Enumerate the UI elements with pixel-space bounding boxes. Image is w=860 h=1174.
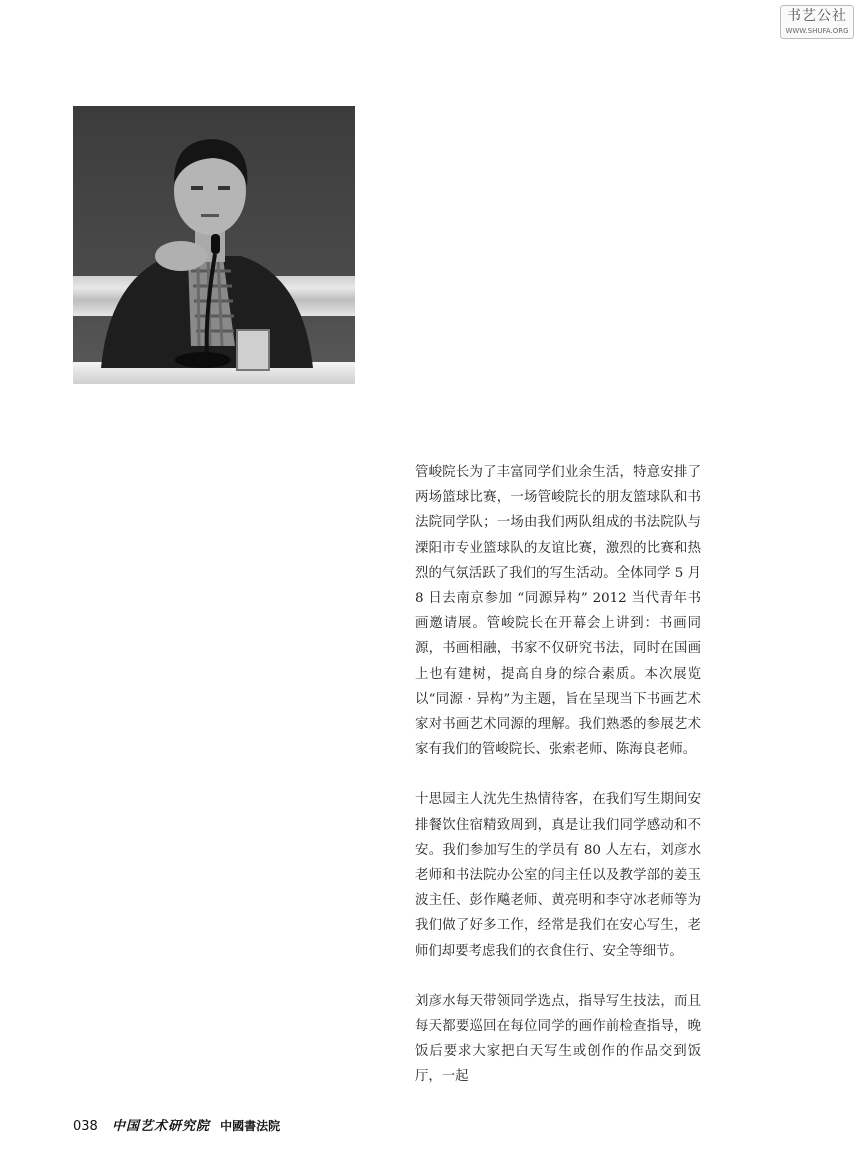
page-number: 038 — [73, 1119, 98, 1134]
page-footer — [73, 1115, 280, 1134]
speaker-photo — [73, 106, 355, 384]
article-body — [415, 460, 701, 1090]
photo-figure — [73, 106, 355, 384]
watermark-text: 书艺公社 — [787, 8, 847, 24]
paragraph-3: 刘彦水每天带领同学选点，指导写生技法，而且每天都要巡回在每位同学的画作前检查指导，晚饭后要求大家把白天写生或创作的作品交到饭厅，一起 — [415, 993, 701, 1085]
paragraph-1: 管峻院长为了丰富同学们业余生活，特意安排了两场篮球比赛，一场管峻院长的朋友篮球队和书法院同学队；一场由我们两队组成的书法院队与溧阳市专业篮球队的友谊比赛，激烈的比赛和热烈的气氛活跃了我们的写生活动。全体同学 5 月 8 日去南京参加 “同源异构” 2012 当代青年书画邀请展。管峻院长在开幕会上讲到：书画同源，书画相融，书家不仅研究书法，同时在国画上也有建树，提高自身的综合素质。本次展览以“同源 · 异构”为主题，旨在呈现当下书画艺术家对书画艺术同源的理解。我们熟悉的参展艺术家有我们的管峻院长、张索老师、陈海良老师。 — [415, 465, 701, 758]
watermark-url: WWW.SHUFA.ORG — [785, 27, 849, 35]
watermark-logo — [780, 5, 854, 39]
institute-name: 中國書法院 — [220, 1119, 281, 1133]
paragraph-2: 十思园主人沈先生热情待客，在我们写生期间安排餐饮住宿精致周到，真是让我们同学感动和不安。我们参加写生的学员有 80 人左右，刘彦水老师和书法院办公室的闫主任以及教学部的姜玉波主任、彭作飚老师、黄亮明和李守冰老师等为我们做了好多工作，经常是我们在安心写生，老师们却要考虑我们的衣食住行、安全等细节。 — [415, 792, 701, 959]
magazine-title: 中国艺术研究院 — [111, 1119, 210, 1134]
